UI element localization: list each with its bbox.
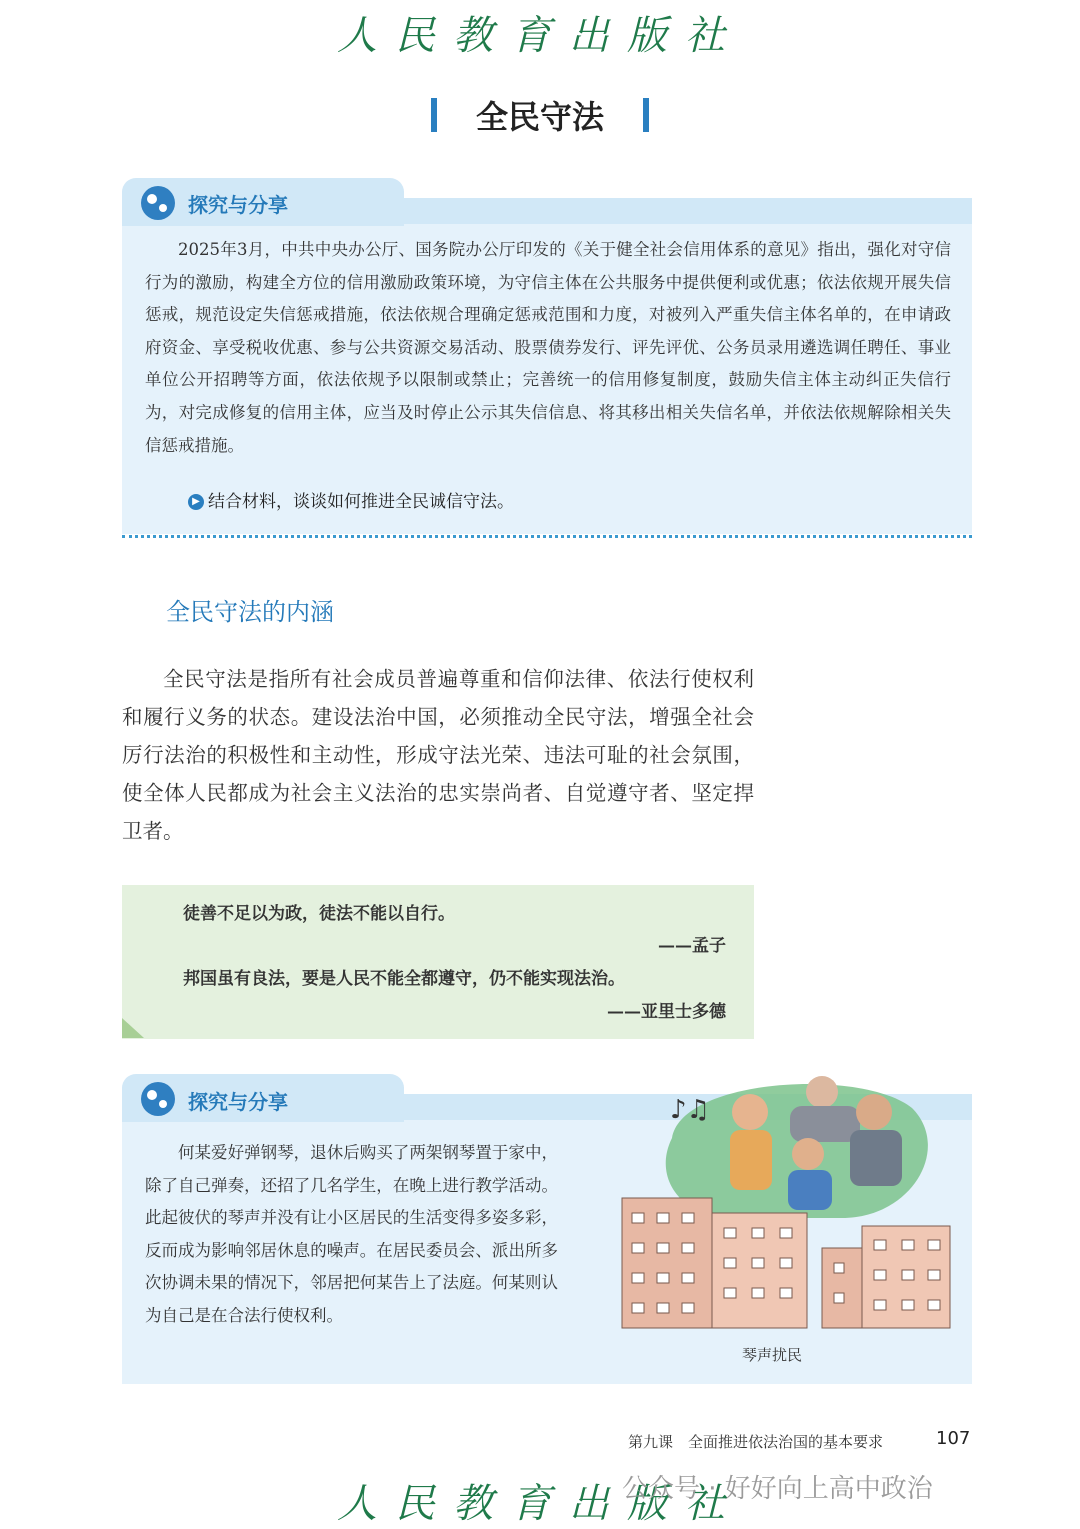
play-arrow-icon: ▶ [188, 494, 204, 510]
page-number: 107 [936, 1428, 971, 1449]
quote-text: 徒善不足以为政，徒法不能以自行。 [183, 904, 455, 924]
piano-noise-illustration [612, 1068, 962, 1334]
image-caption: 琴声扰民 [742, 1346, 803, 1364]
watermark: 公众号 · 好好向上高中政治 [622, 1474, 933, 1504]
title-left-bar [431, 98, 437, 132]
publisher-logo: 人民教育出版社 [337, 13, 743, 59]
explore-question [188, 487, 514, 512]
quote-text: 邦国虽有良法，要是人民不能全都遵守，仍不能实现法治。 [183, 969, 625, 989]
quote-author: ——孟子 [658, 936, 726, 956]
section-paragraph: 全民守法是指所有社会成员普遍尊重和信仰法律、依法行使权利和履行义务的状态。建设法治中国，必须推动全民守法，增强全社会厉行法治的积极性和主动性，形成守法光荣、违法可耻的社会氛围，使全体人民都成为社会主义法治的忠实崇尚者、自觉遵守者、坚定捍卫者。 [122, 667, 754, 843]
explore-header-strip-1 [404, 198, 972, 224]
explore-icon [141, 186, 175, 220]
quote-box-corner [122, 1018, 144, 1038]
page-title: 全民守法 [475, 98, 604, 136]
explore-paragraph: 何某爱好弹钢琴，退休后购买了两架钢琴置于家中，除了自己弹奏，还招了几名学生，在晚上进行教学活动。此起彼伏的琴声并没有让小区居民的生活变得多姿多彩，反而成为影响邻居休息的噪声。在居民委员会、派出所多次协调未果的情况下，邻居把何某告上了法庭。何某则认为自己是在合法行使权利。 [145, 1143, 558, 1325]
quote-author: ——亚里士多德 [607, 1002, 726, 1022]
publisher-logo: 人民教育出版社 [337, 1481, 743, 1527]
page-title-block [0, 92, 1080, 138]
dotted-divider [122, 535, 972, 538]
explore-question-text: 结合材料，谈谈如何推进全民诚信守法。 [208, 492, 514, 512]
svg-text:♪♫: ♪♫ [670, 1095, 710, 1125]
section-heading: 全民守法的内涵 [166, 598, 334, 626]
explore-tab-label: 探究与分享 [188, 193, 288, 217]
apartment-buildings [622, 1198, 950, 1328]
footer-lesson-title: 第九课 全面推进依法治国的基本要求 [628, 1433, 884, 1451]
explore-tab-label: 探究与分享 [188, 1090, 288, 1114]
title-right-bar [643, 98, 649, 132]
explore-icon [141, 1082, 175, 1116]
music-notes-icon [670, 1095, 710, 1125]
explore-paragraph: 2025年3月，中共中央办公厅、国务院办公厅印发的《关于健全社会信用体系的意见》指出，强化对守信行为的激励，构建全方位的信用激励政策环境，为守信主体在公共服务中提供便利或优惠；依法依规开展失信惩戒，规范设定失信惩戒措施，依法依规合理确定惩戒范围和力度，对被列入严重失信主体名单的，在申请政府资金、享受税收优惠、参与公共资源交易活动、股票债券发行、评先评优、公务员录用遴选调任聘任、事业单位公开招聘等方面，依法依规予以限制或禁止；完善统一的信用修复制度，鼓励失信主体主动纠正失信行为，对完成修复的信用主体，应当及时停止公示其失信信息、将其移出相关失信名单，并依法依规解除相关失信惩戒措施。 [145, 240, 951, 455]
